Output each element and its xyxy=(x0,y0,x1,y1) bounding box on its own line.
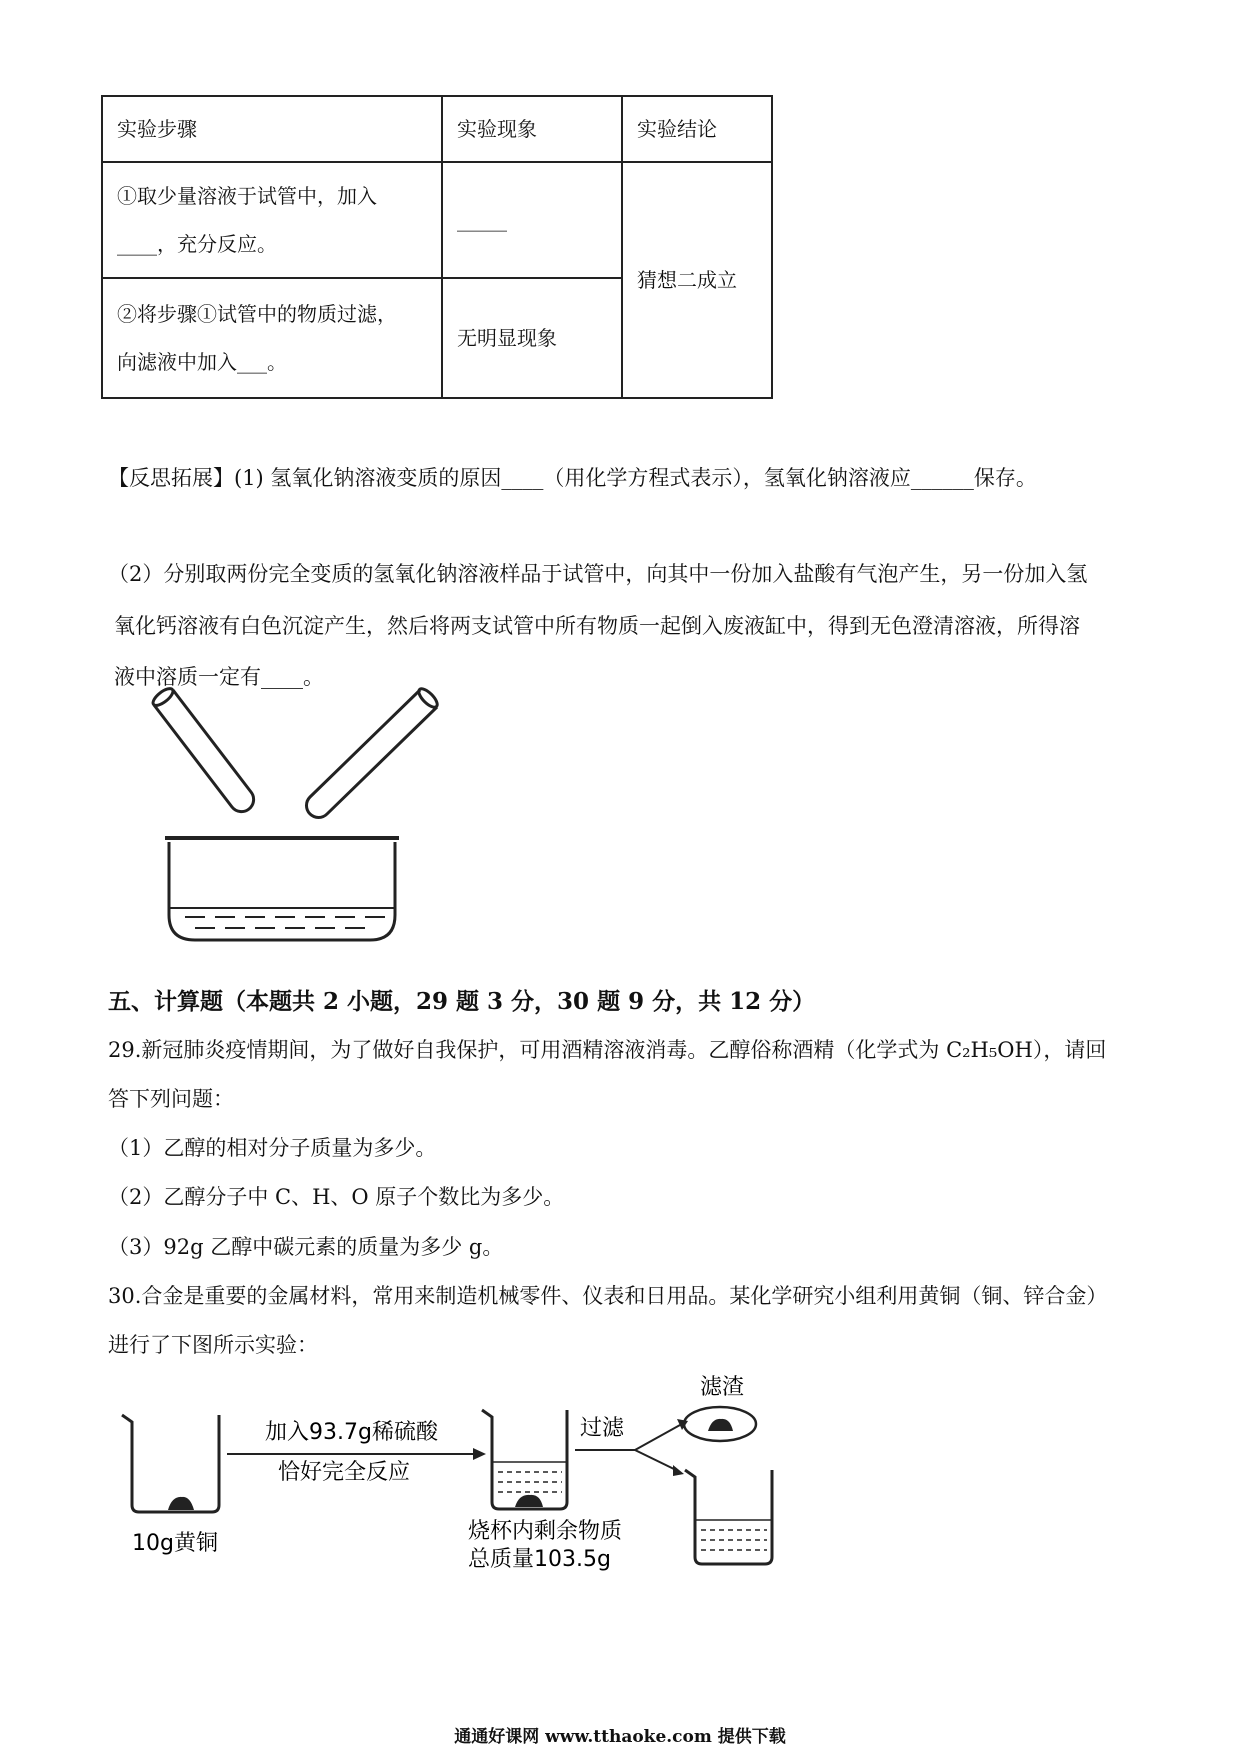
arrow-to-beaker xyxy=(635,1450,676,1470)
arrow-1-top-label: 加入93.7g稀硫酸 xyxy=(265,1420,438,1445)
arrow-1-bottom-label: 恰好完全反应 xyxy=(278,1460,411,1485)
conclusion-cell: 猜想二成立 xyxy=(622,162,772,398)
row1-phenomenon: _____ xyxy=(442,162,622,278)
arrow-to-residue xyxy=(635,1425,680,1450)
reflection-line-3: 氧化钙溶液有白色沉淀产生，然后将两支试管中所有物质一起倒入废液缸中，得到无色澄清溶液，所得溶 xyxy=(114,614,1080,638)
q29-line-1: 29.新冠肺炎疫情期间，为了做好自我保护，可用酒精溶液消毒。乙醇俗称酒精（化学式为 C₂H₅OH），请回 xyxy=(108,1038,1107,1062)
test-tube-right xyxy=(306,686,440,818)
filter-residue-dish xyxy=(684,1407,756,1441)
section-title: 五、计算题（本题共 2 小题，29 题 3 分，30 题 9 分，共 12 分） xyxy=(108,988,816,1015)
header-conclusion: 实验结论 xyxy=(622,96,772,162)
page-footer: 通通好课网 www.tthaoke.com 提供下载 xyxy=(454,1727,786,1747)
q29-line-2: 答下列问题： xyxy=(108,1087,234,1111)
filter-label: 过滤 xyxy=(580,1416,625,1441)
beaker-middle xyxy=(482,1410,567,1509)
q29-sub-2: （2）乙醇分子中 C、H、O 原子个数比为多少。 xyxy=(108,1185,565,1209)
residue-label: 滤渣 xyxy=(700,1375,745,1400)
q30-line-1: 30.合金是重要的金属材料，常用来制造机械零件、仪表和日用品。某化学研究小组利用黄铜（铜、锌合金） xyxy=(108,1284,1108,1308)
experiment-table xyxy=(101,95,773,399)
row1-step: ①取少量溶液于试管中，加入 ____，充分反应。 xyxy=(102,162,442,278)
reflection-line-4: 液中溶质一定有____。 xyxy=(114,665,324,689)
test-tube-left xyxy=(150,686,253,812)
middle-label-1: 烧杯内剩余物质 xyxy=(468,1519,623,1544)
reflection-line-2: （2）分别取两份完全变质的氢氧化钠溶液样品于试管中，向其中一份加入盐酸有气泡产生，另一份加入氢 xyxy=(108,562,1088,586)
row2-step: ②将步骤①试管中的物质过滤， 向滤液中加入___。 xyxy=(102,278,442,398)
row2-phenomenon: 无明显现象 xyxy=(442,278,622,398)
q30-line-2: 进行了下图所示实验： xyxy=(108,1333,318,1357)
q29-sub-1: （1）乙醇的相对分子质量为多少。 xyxy=(108,1136,437,1160)
beaker-filtrate xyxy=(685,1470,772,1564)
middle-label-2: 总质量103.5g xyxy=(468,1547,611,1572)
waste-tank-figure xyxy=(140,680,460,950)
header-steps: 实验步骤 xyxy=(102,96,442,162)
q29-sub-3: （3）92g 乙醇中碳元素的质量为多少 g。 xyxy=(108,1235,504,1259)
start-label: 10g黄铜 xyxy=(132,1531,218,1556)
brass-experiment-diagram xyxy=(120,1370,820,1580)
reflection-line-1: 【反思拓展】(1) 氢氧化钠溶液变质的原因____（用化学方程式表示），氢氧化钠溶液应______保存。 xyxy=(108,466,1037,490)
beaker-start xyxy=(122,1415,219,1512)
header-phenomenon: 实验现象 xyxy=(442,96,622,162)
waste-tank xyxy=(165,838,399,940)
